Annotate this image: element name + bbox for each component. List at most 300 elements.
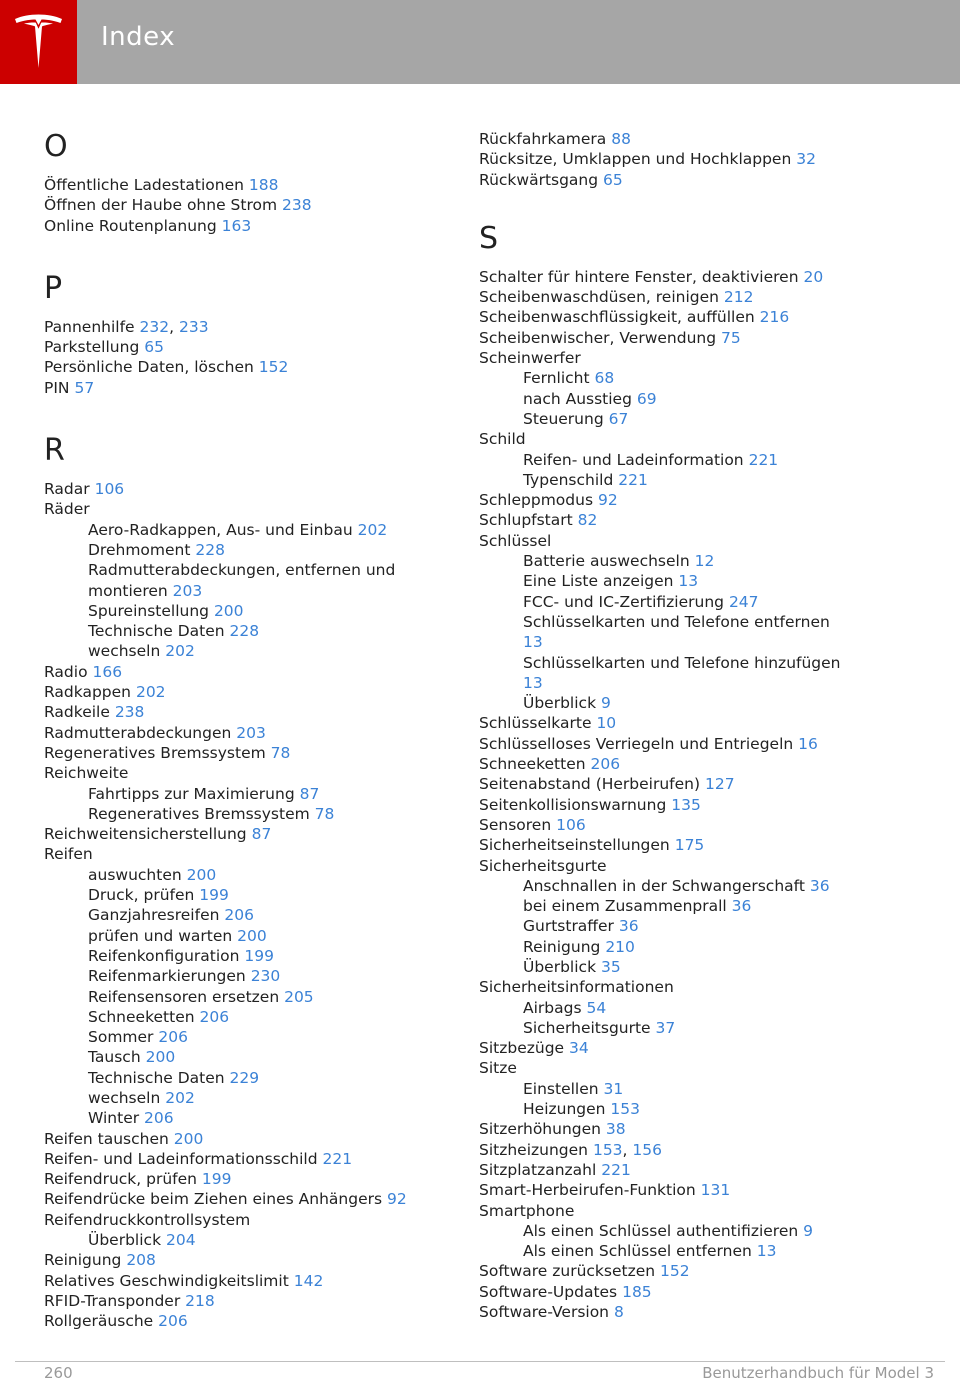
index-term: Schlüsselkarten und Telefone entfernen [523, 612, 830, 631]
index-term: Aero-Radkappen, Aus- und Einbau [88, 520, 353, 539]
index-entry [44, 479, 474, 499]
index-entry [44, 1271, 474, 1291]
index-section-letter: S [479, 220, 499, 256]
footer-manual-title: Benutzerhandbuch für Model 3 [702, 1364, 934, 1382]
index-term: Scheibenwaschflüssigkeit, auffüllen [479, 308, 755, 327]
page-reference-link[interactable]: 31 [603, 1079, 624, 1098]
page-reference-link[interactable]: 13 [523, 633, 543, 652]
index-subentry [479, 612, 909, 632]
index-term: Winter [88, 1109, 140, 1128]
page-reference-link[interactable]: 206 [199, 1007, 230, 1026]
page-reference-link[interactable]: 210 [605, 937, 635, 956]
page-reference-link[interactable]: 92 [597, 491, 618, 510]
index-entry [44, 1210, 474, 1230]
index-entry [479, 1160, 909, 1180]
page-reference-link[interactable]: 221 [322, 1149, 353, 1168]
index-term: Öffentliche Ladestationen [44, 176, 244, 194]
index-entry [44, 1129, 474, 1149]
index-term: Smart-Herbeirufen-Funktion [479, 1181, 696, 1200]
index-entry [479, 774, 909, 794]
page-reference-link[interactable]: 65 [144, 338, 164, 357]
page-reference-link[interactable]: 166 [92, 662, 123, 681]
footer-divider [15, 1361, 945, 1362]
index-term: Als einen Schlüssel authentifizieren [523, 1221, 799, 1240]
index-term: Airbags [523, 998, 582, 1017]
index-entry [44, 702, 474, 722]
index-term: nach Ausstieg [523, 389, 632, 408]
page-reference-link[interactable]: 10 [596, 714, 617, 733]
index-subentry [44, 581, 474, 601]
index-entry [44, 763, 474, 783]
page-reference-link[interactable]: 38 [605, 1120, 626, 1139]
index-subentry [44, 1068, 474, 1088]
index-term: Pannenhilfe [44, 317, 135, 336]
page-reference-link[interactable]: 32 [796, 150, 816, 169]
index-entry [479, 510, 909, 530]
page-reference-link[interactable]: 218 [185, 1291, 215, 1310]
index-term: Druck, prüfen [88, 886, 195, 905]
index-term: bei einem Zusammenprall [523, 897, 727, 916]
page-reference-link[interactable]: 200 [237, 926, 267, 945]
page-reference-link[interactable]: 206 [144, 1109, 174, 1128]
page-reference-link[interactable]: 78 [270, 743, 291, 762]
page-reference-link[interactable]: 88 [611, 130, 631, 148]
index-entry [44, 682, 474, 702]
index-subentry [479, 571, 909, 591]
index-term: Fernlicht [523, 369, 590, 388]
page-reference-link[interactable]: 153 [610, 1100, 641, 1119]
index-term: Reifen tauschen [44, 1129, 169, 1148]
index-term: Relatives Geschwindigkeitslimit [44, 1271, 289, 1290]
index-term: Sicherheitsgurte [523, 1018, 651, 1037]
index-subentry [479, 1241, 909, 1261]
index-term: Reifenkonfiguration [88, 946, 240, 965]
index-term: Radar [44, 480, 90, 499]
page-reference-link[interactable]: 228 [229, 622, 260, 641]
index-term: Gurtstraffer [523, 917, 614, 936]
page-reference-link[interactable]: 238 [282, 196, 312, 215]
index-term: Schneeketten [479, 755, 586, 774]
index-term: Reifen [44, 845, 93, 864]
index-term: Scheibenwaschdüsen, reinigen [479, 288, 719, 307]
index-subentry [44, 966, 474, 986]
index-term: Einstellen [523, 1079, 599, 1098]
index-entry [479, 815, 909, 835]
index-term: Regeneratives Bremssystem [88, 804, 310, 823]
index-term: Reichweite [44, 764, 129, 783]
page-reference-link[interactable]: 221 [748, 450, 779, 469]
index-entry [479, 149, 909, 169]
index-subentry [44, 1230, 474, 1250]
index-subentry [44, 540, 474, 560]
index-subentry [479, 368, 909, 388]
index-subentry [479, 937, 909, 957]
page-reference-link[interactable]: 206 [224, 906, 254, 925]
index-term: Tausch [88, 1048, 141, 1067]
index-subentry [479, 916, 909, 936]
index-term: Sicherheitseinstellungen [479, 836, 670, 855]
index-entry [44, 1291, 474, 1311]
index-term: Software-Version [479, 1303, 610, 1322]
page-reference-link[interactable]: 221 [601, 1160, 631, 1179]
page-reference-link[interactable]: 9 [803, 1221, 814, 1240]
index-term: prüfen und warten [88, 926, 233, 945]
index-term: Seitenkollisionswarnung [479, 795, 667, 814]
page-reference-link[interactable]: 232 [139, 317, 170, 336]
page-reference-link[interactable]: 200 [213, 601, 244, 620]
index-entry [44, 723, 474, 743]
page-reference-link[interactable]: 200 [145, 1048, 176, 1067]
index-term: PIN [44, 378, 70, 397]
index-entry [479, 1201, 909, 1221]
index-entry [44, 499, 474, 519]
index-subentry [44, 784, 474, 804]
page-reference-link[interactable]: 199 [199, 886, 229, 905]
index-term: Seitenabstand (Herbeirufen) [479, 775, 701, 794]
page-reference-link[interactable]: 69 [636, 389, 657, 408]
page-reference-link[interactable]: 156 [632, 1140, 662, 1159]
index-subentry [479, 470, 909, 490]
index-term: Reifendruck, prüfen [44, 1170, 197, 1189]
index-subentry [479, 693, 909, 713]
index-term: Eine Liste anzeigen [523, 572, 674, 591]
index-term: Typenschild [523, 470, 614, 489]
index-term: Schlüsselloses Verriegeln und Entriegeln [479, 734, 794, 753]
index-subentry [479, 673, 909, 693]
index-entry [479, 835, 909, 855]
index-term: Sommer [88, 1028, 154, 1047]
index-entry [479, 1282, 909, 1302]
page-reference-link[interactable]: 135 [671, 795, 701, 814]
index-subentry [44, 865, 474, 885]
index-term: Überblick [523, 694, 597, 713]
page-reference-link[interactable]: 127 [705, 775, 735, 794]
index-entry [479, 1180, 909, 1200]
index-term: Schild [479, 430, 526, 449]
index-section-letter: R [44, 433, 65, 469]
index-entry [479, 1058, 909, 1078]
page-reference-link[interactable]: 202 [357, 520, 388, 539]
index-term: Fahrtipps zur Maximierung [88, 784, 295, 803]
index-subentry [479, 876, 909, 896]
page-reference-link[interactable]: 152 [660, 1262, 690, 1281]
index-subentry [44, 987, 474, 1007]
index-term: Smartphone [479, 1201, 575, 1220]
index-subentry [479, 592, 909, 612]
page-reference-link[interactable]: 12 [694, 552, 715, 571]
page-reference-link[interactable]: 57 [74, 378, 95, 397]
index-subentry [479, 409, 909, 429]
index-entry [479, 328, 909, 348]
page-reference-link[interactable]: 152 [258, 358, 289, 377]
page-reference-link[interactable]: 202 [135, 683, 166, 702]
index-entry [479, 348, 909, 368]
page-reference-link[interactable]: 16 [798, 734, 818, 753]
index-term: Schalter für hintere Fenster, deaktivieren [479, 267, 799, 286]
index-term: Schlüsselkarten und Telefone hinzufügen [523, 653, 841, 672]
index-entry [479, 754, 909, 774]
index-term: Technische Daten [88, 1068, 225, 1087]
index-subentry [479, 1099, 909, 1119]
page-reference-link[interactable]: 13 [523, 673, 543, 692]
page-reference-link[interactable]: 221 [618, 470, 648, 489]
index-entry [479, 713, 909, 733]
index-term: Schlüssel [479, 531, 552, 550]
index-entry [44, 824, 474, 844]
index-term: Software zurücksetzen [479, 1262, 656, 1281]
index-term: Schleppmodus [479, 491, 594, 510]
index-subentry [479, 1018, 909, 1038]
page-reference-link[interactable]: 82 [577, 511, 598, 530]
index-subentry [479, 450, 909, 470]
index-term: wechseln [88, 1088, 161, 1107]
index-subentry [44, 621, 474, 641]
index-term: montieren [88, 581, 168, 600]
page-reference-link[interactable]: 87 [299, 784, 320, 803]
page-reference-link[interactable]: 206 [590, 755, 621, 774]
index-subentry [44, 1047, 474, 1067]
index-term: Ganzjahresreifen [88, 906, 220, 925]
page-reference-link[interactable]: 9 [600, 694, 611, 713]
page-reference-link[interactable]: 87 [251, 825, 272, 844]
index-term: Rückfahrkamera [479, 130, 607, 148]
index-term: Scheibenwischer, Verwendung [479, 328, 717, 347]
index-term: Reifensensoren ersetzen [88, 987, 280, 1006]
page-reference-link[interactable]: 92 [387, 1190, 407, 1209]
page-reference-link[interactable]: 131 [700, 1181, 731, 1200]
index-subentry [479, 389, 909, 409]
index-entry [479, 1302, 909, 1322]
index-term: Sitzerhöhungen [479, 1120, 601, 1139]
index-subentry [44, 641, 474, 661]
index-subentry [44, 885, 474, 905]
index-term: Als einen Schlüssel entfernen [523, 1242, 752, 1261]
index-entry [479, 531, 909, 551]
index-term: Heizungen [523, 1100, 606, 1119]
index-subentry [479, 957, 909, 977]
index-section-letter: P [44, 270, 63, 306]
page-reference-link[interactable]: 247 [728, 592, 759, 611]
index-entry: Sitzheizungen 153, 156 [479, 1140, 662, 1159]
page-reference-link[interactable]: 202 [165, 642, 195, 661]
index-entry [479, 129, 909, 149]
index-subentry [44, 1088, 474, 1108]
page-reference-link[interactable]: 34 [569, 1039, 589, 1058]
index-term: Reifenmarkierungen [88, 967, 246, 986]
index-entry [44, 743, 474, 763]
page-reference-link[interactable]: 204 [165, 1231, 196, 1250]
index-term: Software-Updates [479, 1282, 618, 1301]
index-subentry [479, 998, 909, 1018]
index-entry [479, 856, 909, 876]
index-subentry [44, 520, 474, 540]
index-term: Reinigung [44, 1251, 122, 1270]
index-term: Drehmoment [88, 540, 191, 559]
page-reference-link[interactable]: 203 [172, 581, 203, 600]
index-term: Anschnallen in der Schwangerschaft [523, 876, 805, 895]
index-entry: Pannenhilfe 232, 233 [44, 317, 209, 336]
index-entry [479, 490, 909, 510]
index-term: Schlüsselkarte [479, 714, 592, 733]
page-reference-link[interactable]: 208 [126, 1251, 156, 1270]
page-reference-link[interactable]: 75 [721, 328, 741, 347]
index-subentry [44, 946, 474, 966]
page-reference-link[interactable]: 185 [622, 1282, 652, 1301]
page-reference-link[interactable]: 199 [244, 946, 274, 965]
page-reference-link[interactable]: 228 [195, 540, 225, 559]
index-entry [44, 1311, 474, 1331]
index-entry [44, 175, 474, 195]
index-column-left [44, 128, 474, 1332]
index-column-right [479, 129, 909, 1322]
page-reference-link[interactable]: 216 [759, 308, 790, 327]
index-section-letter: O [44, 129, 68, 164]
page-reference-link[interactable]: 203 [236, 723, 266, 742]
page-reference-link[interactable]: 78 [314, 804, 335, 823]
page-reference-link[interactable]: 37 [655, 1018, 676, 1037]
index-subentry [44, 804, 474, 824]
page-reference-link[interactable]: 13 [678, 572, 699, 591]
index-term: Reichweitensicherstellung [44, 825, 247, 844]
index-term: Reifen- und Ladeinformation [523, 450, 744, 469]
index-term: Rollgeräusche [44, 1312, 154, 1331]
index-term: Radio [44, 662, 88, 681]
page-reference-link[interactable]: 106 [94, 480, 125, 499]
index-entry [479, 1261, 909, 1281]
index-subentry [44, 926, 474, 946]
index-term: Schneeketten [88, 1007, 195, 1026]
index-term: Persönliche Daten, löschen [44, 358, 254, 377]
index-entry [479, 267, 909, 287]
index-entry [44, 216, 474, 236]
index-term: Schlupfstart [479, 511, 573, 530]
index-term: Steuerung [523, 409, 604, 428]
page-reference-link[interactable]: 229 [229, 1068, 260, 1087]
index-subentry [44, 601, 474, 621]
page-reference-link[interactable]: 175 [674, 836, 705, 855]
index-term: Sicherheitsgurte [479, 856, 607, 875]
page-reference-link[interactable]: 206 [158, 1312, 188, 1331]
index-term: Öffnen der Haube ohne Strom [44, 196, 278, 215]
index-subentry [44, 1027, 474, 1047]
index-entry [479, 170, 909, 190]
page-reference-link[interactable]: 199 [201, 1170, 232, 1189]
index-entry [479, 1119, 909, 1139]
page-reference-link[interactable]: 188 [248, 176, 279, 194]
index-term: Sitzplatzanzahl [479, 1160, 597, 1179]
index-subentry [44, 1108, 474, 1128]
index-term: Sitzbezüge [479, 1039, 565, 1058]
index-subentry [479, 551, 909, 571]
index-term: Räder [44, 500, 90, 519]
index-entry [479, 429, 909, 449]
page-reference-link[interactable]: 8 [613, 1303, 624, 1322]
index-term: Batterie auswechseln [523, 552, 690, 571]
page-reference-link[interactable]: 13 [756, 1242, 777, 1261]
page-reference-link[interactable]: 35 [600, 957, 621, 976]
index-entry [44, 357, 474, 377]
index-entry [44, 1189, 474, 1209]
page-reference-link[interactable]: 36 [731, 897, 752, 916]
index-subentry [44, 905, 474, 925]
index-entry [479, 307, 909, 327]
index-term: Radkappen [44, 683, 132, 702]
index-subentry [479, 632, 909, 652]
index-entry [44, 337, 474, 357]
index-term: Regeneratives Bremssystem [44, 743, 266, 762]
index-entry [479, 977, 909, 997]
page-reference-link[interactable]: 142 [293, 1271, 324, 1290]
index-subentry [479, 653, 909, 673]
index-term: Sitze [479, 1059, 517, 1078]
page-reference-link[interactable]: 212 [723, 288, 754, 307]
page-reference-link[interactable]: 67 [608, 409, 629, 428]
index-entry [44, 1250, 474, 1270]
page-reference-link[interactable]: 68 [594, 369, 615, 388]
tesla-logo [0, 0, 77, 84]
tesla-logo-icon [13, 13, 64, 71]
page-reference-link[interactable]: 233 [178, 317, 209, 336]
index-term: Reifen- und Ladeinformationsschild [44, 1149, 318, 1168]
index-entry [44, 1169, 474, 1189]
index-entry [44, 1149, 474, 1169]
index-term: RFID-Transponder [44, 1291, 181, 1310]
index-subentry [479, 896, 909, 916]
index-entry [479, 795, 909, 815]
page-reference-link[interactable]: 238 [114, 703, 145, 722]
page-reference-link[interactable]: 65 [603, 170, 623, 189]
page-reference-link[interactable]: 106 [556, 815, 586, 834]
index-entry [479, 287, 909, 307]
page-reference-link[interactable]: 200 [186, 865, 217, 884]
footer-page-number: 260 [44, 1364, 73, 1382]
index-term: Online Routenplanung [44, 216, 217, 235]
index-term: Rückwärtsgang [479, 170, 599, 189]
page-reference-link[interactable]: 54 [586, 998, 607, 1017]
index-entry [44, 662, 474, 682]
page-reference-link[interactable]: 205 [284, 987, 314, 1006]
index-subentry [479, 1221, 909, 1241]
index-term: Überblick [88, 1231, 162, 1250]
page-reference-link[interactable]: 230 [250, 967, 281, 986]
index-term: wechseln [88, 642, 161, 661]
index-entry [479, 1038, 909, 1058]
index-term: Reifendrücke beim Ziehen eines Anhängers [44, 1190, 383, 1209]
page-reference-link[interactable]: 36 [618, 917, 639, 936]
index-term: Überblick [523, 957, 597, 976]
index-term: Radmutterabdeckungen, entfernen und [88, 561, 396, 580]
index-term: Technische Daten [88, 622, 225, 641]
page-reference-link[interactable]: 20 [803, 267, 824, 286]
index-term: FCC- und IC-Zertifizierung [523, 592, 724, 611]
index-term: Scheinwerfer [479, 349, 581, 368]
page-title: Index [101, 22, 176, 52]
index-term: auswuchten [88, 865, 182, 884]
page-reference-link[interactable]: 153 [592, 1140, 623, 1159]
index-subentry [44, 560, 474, 580]
page-reference-link[interactable]: 163 [221, 216, 252, 235]
page-reference-link[interactable]: 202 [165, 1088, 195, 1107]
index-term: Rücksitze, Umklappen und Hochklappen [479, 150, 792, 169]
index-term: Radkeile [44, 703, 110, 722]
index-term: Radmutterabdeckungen [44, 723, 232, 742]
index-entry [479, 734, 909, 754]
page-reference-link[interactable]: 36 [809, 876, 830, 895]
page-reference-link[interactable]: 200 [173, 1129, 204, 1148]
index-term: Parkstellung [44, 338, 140, 357]
page-header [0, 0, 960, 84]
page-reference-link[interactable]: 206 [158, 1028, 188, 1047]
